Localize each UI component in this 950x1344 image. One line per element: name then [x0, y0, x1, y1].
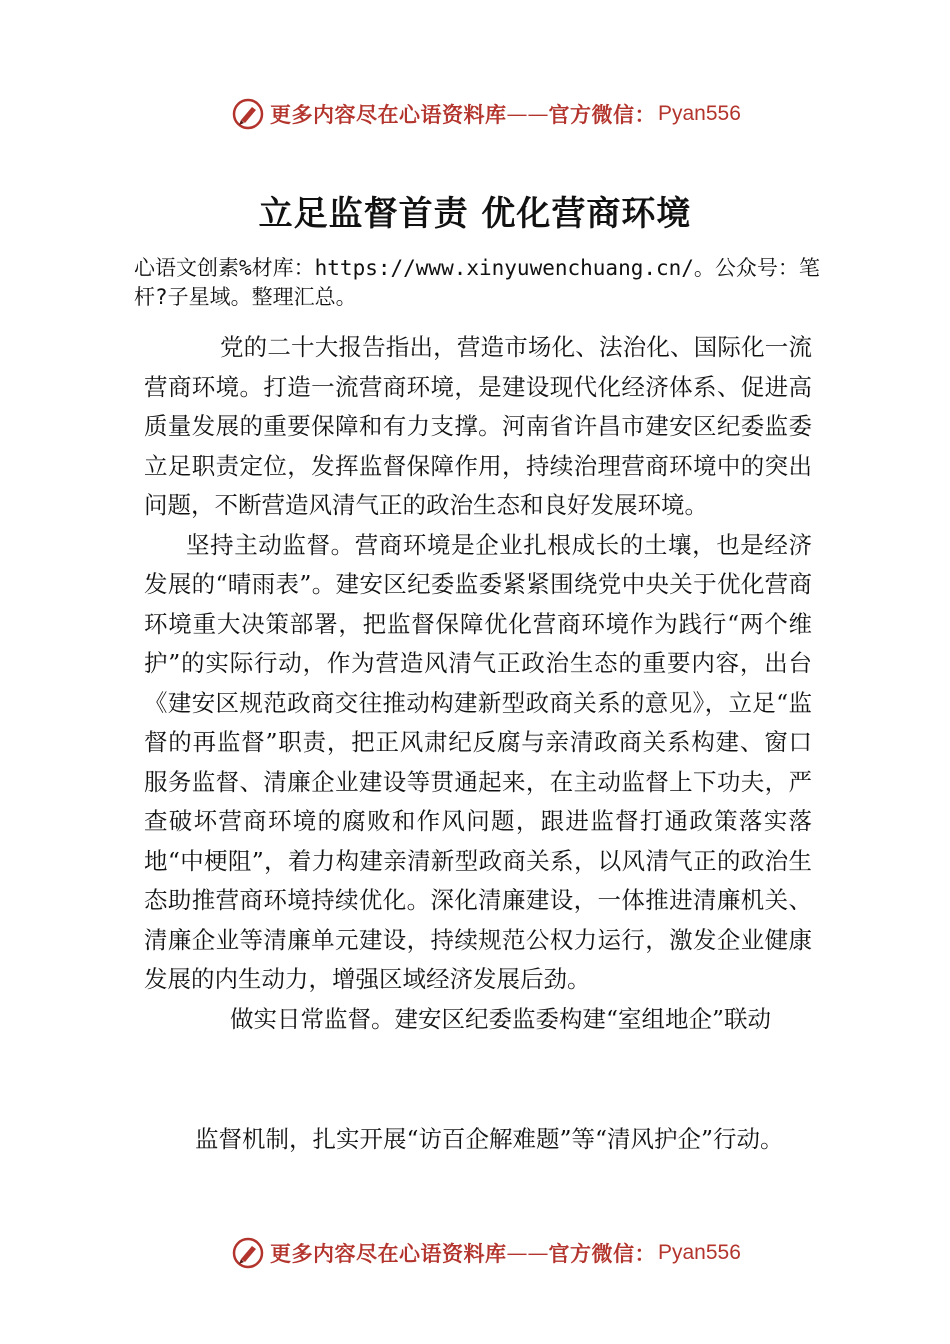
banner-text: 更多内容尽在心语资料库	[270, 102, 507, 127]
pen-logo-icon	[232, 1237, 264, 1269]
footer-banner	[232, 1236, 741, 1270]
header-banner	[232, 97, 741, 131]
banner-wechat-id: Pyan556	[658, 1241, 741, 1264]
pen-logo-icon	[232, 98, 264, 130]
paragraph-3-continued: 监督机制，扎实开展“访百企解难题”等“清风护企”行动。	[195, 1125, 784, 1153]
banner-text: 更多内容尽在心语资料库	[270, 1241, 507, 1266]
paragraph-1: 党的二十大报告指出，营造市场化、法治化、国际化一流营商环境。打造一流营商环境，是建设现代化经济体系、促进高质量发展的重要保障和有力支撑。河南省许昌市建安区纪委监委立足职责定位，发挥监督保障作用，持续治理营商环境中的突出问题，不断营造风清气正的政治生态和良好发展环境。	[144, 333, 812, 519]
paragraph-2: 坚持主动监督。营商环境是企业扎根成长的土壤，也是经济发展的“晴雨表”。建安区纪委监委紧紧围绕党中央关于优化营商环境重大决策部署，把监督保障优化营商环境作为践行“两个维护”的实际行动，作为营造风清气正政治生态的重要内容，出台《建安区规范政商交往推动构建新型政商关系的意见》，立足“监督的再监督”职责，把正风肃纪反腐与亲清政商关系构建、窗口服务监督、清廉企业建设等贯通起来，在主动监督上下功夫，严查破坏营商环境的腐败和作风问题，跟进监督打通政策落实落地“中梗阻”，着力构建亲清新型政商关系，以风清气正的政治生态助推营商环境持续优化。深化清廉建设，一体推进清廉机关、清廉企业等清廉单元建设，持续规范公权力运行，激发企业健康发展的内生动力，增强区域经济发展后劲。	[144, 530, 812, 993]
banner-label: 官方微信：	[548, 102, 656, 127]
document-body	[144, 328, 812, 1039]
banner-separator: ——	[506, 1241, 549, 1265]
document-title: 立足监督首责 优化营商环境	[258, 194, 692, 234]
banner-label: 官方微信：	[548, 1241, 656, 1266]
banner-separator: ——	[506, 102, 549, 126]
source-line: 心语文创素%材库：https://www.xinyuwenchuang.cn/。公众号：笔杆?子星域。整理汇总。	[134, 256, 820, 309]
banner-wechat-id: Pyan556	[658, 102, 741, 125]
paragraph-3: 做实日常监督。建安区纪委监委构建“室组地企”联动	[230, 1004, 772, 1033]
